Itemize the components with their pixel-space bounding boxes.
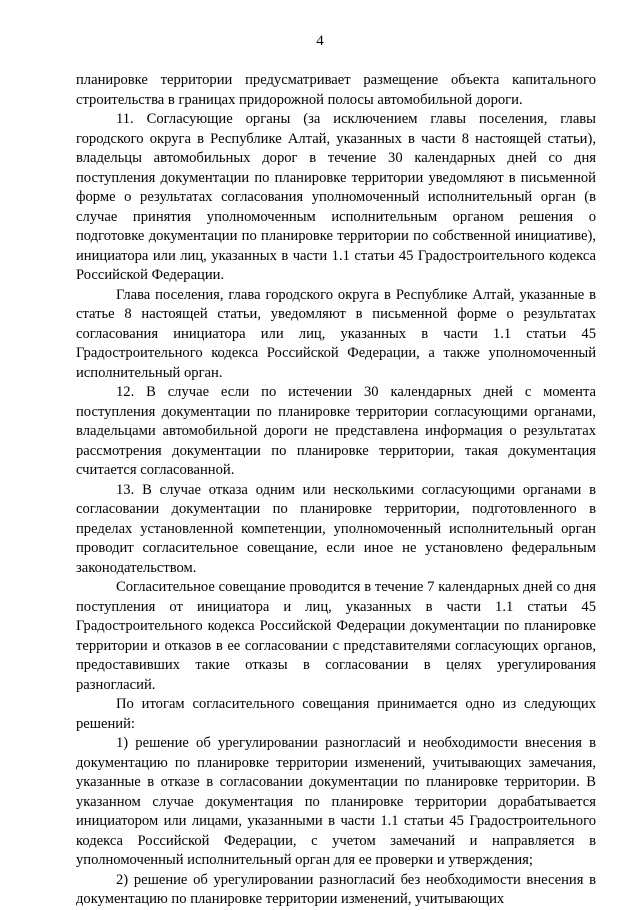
paragraph-continuation: планировке территории предусматривает размещение объекта капитального строительства в границах придорожной полосы автомобильной дороги. bbox=[76, 72, 596, 108]
paragraph-item-12: 12. В случае если по истечении 30 календарных дней с момента поступления документации по планировке территории согласующими органами, владельцами автомобильной дороги не представлена информация о результатах рассмотрения документации по планировке территории, такая документация считается согласованной. bbox=[76, 384, 596, 478]
paragraph-decision-2: 2) решение об урегулировании разногласий без необходимости внесения в документацию по планировке территории изменений, учитывающих bbox=[76, 871, 596, 907]
paragraph-decision-1: 1) решение об урегулировании разногласий и необходимости внесения в документацию по планировке территории изменений, учитывающих замечания, указанные в отказе в согласовании документации по планировке территории. В указанном случае документация по планировке территории дорабатывается инициатором или лицами, указанными в части 1.1 статьи 45 Градостроительного кодекса Российской Федерации, с учетом замечаний и направляется в уполномоченный исполнительный орган для ее проверки и утверждения; bbox=[76, 735, 596, 868]
paragraph-item-11: 11. Согласующие органы (за исключением главы поселения, главы городского округа в Республике Алтай, указанных в части 8 настоящей статьи), владельцы автомобильных дорог в течение 30 календарных дней со дня поступления документации по планировке территории уведомляют в письменной форме о результатах согласования уполномоченный исполнительный орган (в случае принятия уполномоченным исполнительным органом решения о подготовке документации по планировке территории по собственной инициативе), инициатора или лиц, указанных в части 1.1 статьи 45 Градостроительного кодекса Российской Федерации. bbox=[76, 111, 596, 283]
paragraph-item-13: 13. В случае отказа одним или несколькими согласующими органами в согласовании документации по планировке территории, подготовленного в пределах установленной компетенции, уполномоченный исполнительный орган проводит согласительное совещание, если иное не установлено федеральным законодательством. bbox=[76, 481, 596, 576]
paragraph-decision-intro: По итогам согласительного совещания принимается одно из следующих решений: bbox=[76, 696, 596, 732]
page-number: 4 bbox=[316, 33, 324, 49]
paragraph-head-notification: Глава поселения, глава городского округа в Республике Алтай, указанные в статье 8 настоящей статьи, уведомляют в письменной форме о результатах согласования инициатора или лиц, указанных в части 1.1 статьи 45 Градостроительного кодекса Российской Федерации, а также уполномоченный исполнительный орган. bbox=[76, 286, 596, 381]
document-body bbox=[76, 71, 596, 910]
paragraph-conciliation-meeting: Согласительное совещание проводится в течение 7 календарных дней со дня поступления от инициатора и лиц, указанных в части 1.1 статьи 45 Градостроительного кодекса Российской Федерации документации по планировке территории и отказов в ее согласовании с представителями согласующих органов, предоставивших такие отказы в согласовании в целях урегулирования разногласий. bbox=[76, 579, 596, 693]
